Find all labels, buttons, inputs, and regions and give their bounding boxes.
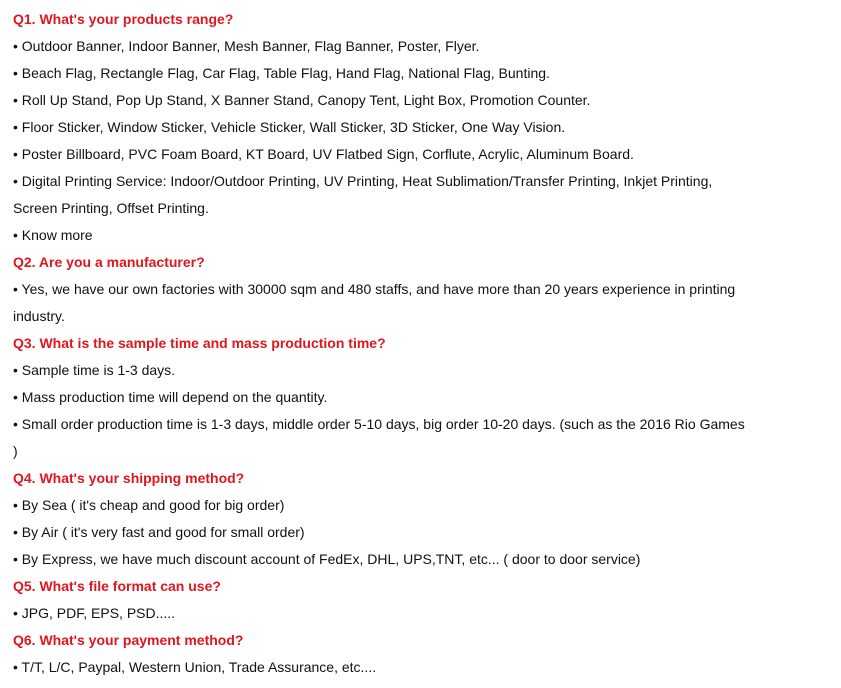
faq-answer-line: • Outdoor Banner, Indoor Banner, Mesh Banner, Flag Banner, Poster, Flyer. xyxy=(13,38,480,54)
faq-question: Q1. What's your products range? xyxy=(13,11,234,27)
faq-answer-line: ) xyxy=(13,443,18,459)
faq-answer-line: • By Air ( it's very fast and good for small order) xyxy=(13,524,305,540)
faq-answer-line: industry. xyxy=(13,308,65,324)
faq-list xyxy=(13,6,773,681)
faq-answer-line: • Sample time is 1-3 days. xyxy=(13,362,176,378)
faq-answer-line: • Roll Up Stand, Pop Up Stand, X Banner Stand, Canopy Tent, Light Box, Promotion Counter. xyxy=(13,92,591,108)
faq-item xyxy=(13,465,773,573)
faq-answer-line: • Beach Flag, Rectangle Flag, Car Flag, Table Flag, Hand Flag, National Flag, Bunting. xyxy=(13,65,550,81)
faq-answer-line: Screen Printing, Offset Printing. xyxy=(13,200,209,216)
faq-answer-line: • Know more xyxy=(13,227,93,243)
faq-answer-line: • Small order production time is 1-3 days, middle order 5-10 days, big order 10-20 days. (such as the 2016 Rio Games xyxy=(13,416,745,432)
faq-answer-line: • By Express, we have much discount account of FedEx, DHL, UPS,TNT, etc... ( door to door service) xyxy=(13,551,641,567)
faq-question: Q5. What's file format can use? xyxy=(13,578,221,594)
faq-item xyxy=(13,330,773,465)
faq-question: Q3. What is the sample time and mass production time? xyxy=(13,335,386,351)
faq-question: Q4. What's your shipping method? xyxy=(13,470,245,486)
faq-item xyxy=(13,573,773,627)
faq-question: Q2. Are you a manufacturer? xyxy=(13,254,205,270)
faq-answer-line: • Floor Sticker, Window Sticker, Vehicle Sticker, Wall Sticker, 3D Sticker, One Way Vision. xyxy=(13,119,566,135)
faq-answer-line: • Poster Billboard, PVC Foam Board, KT Board, UV Flatbed Sign, Corflute, Acrylic, Aluminum Board. xyxy=(13,146,634,162)
faq-answer-line: • T/T, L/C, Paypal, Western Union, Trade Assurance, etc.... xyxy=(13,659,377,675)
faq-item xyxy=(13,6,773,249)
faq-answer-line: • Yes, we have our own factories with 30000 sqm and 480 staffs, and have more than 20 years experience in printing xyxy=(13,281,736,297)
faq-item xyxy=(13,627,773,681)
faq-answer-line: • By Sea ( it's cheap and good for big order) xyxy=(13,497,285,513)
faq-answer-line: • JPG, PDF, EPS, PSD..... xyxy=(13,605,176,621)
faq-answer-line: • Digital Printing Service: Indoor/Outdoor Printing, UV Printing, Heat Sublimation/Transfer Printing, Inkjet Printing, xyxy=(13,173,713,189)
faq-question: Q6. What's your payment method? xyxy=(13,632,244,648)
faq-item xyxy=(13,249,773,330)
faq-answer-line: • Mass production time will depend on the quantity. xyxy=(13,389,328,405)
